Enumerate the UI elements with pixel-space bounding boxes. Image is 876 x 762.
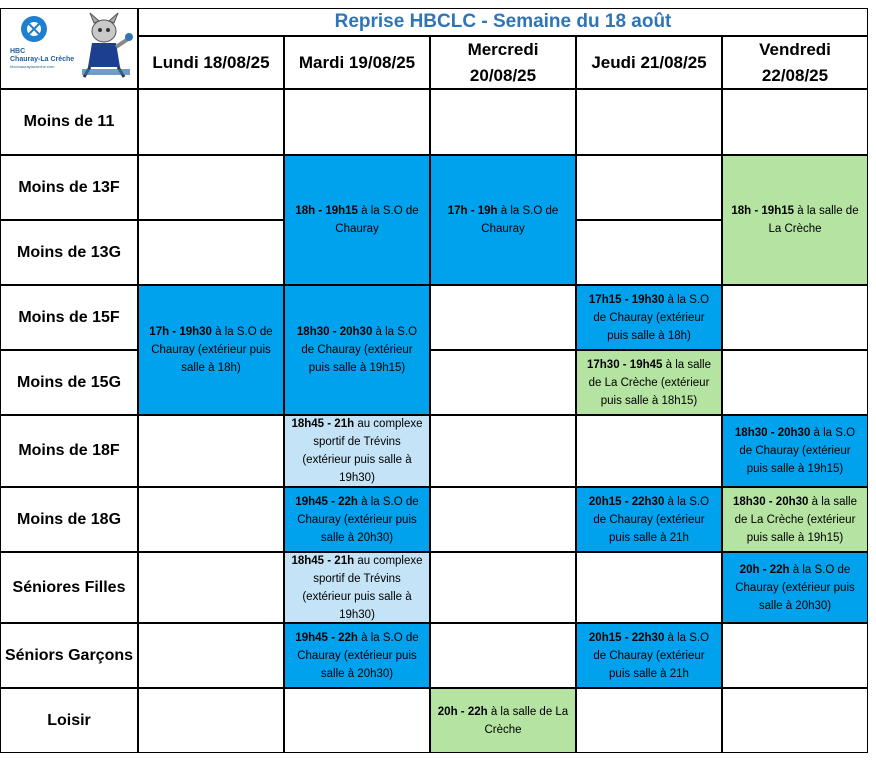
slot-time: 18h45 - 21h: [291, 418, 355, 430]
slot-time: 18h30 - 20h30: [734, 427, 811, 439]
empty-cell: [138, 220, 284, 285]
empty-cell: [138, 487, 284, 552]
slot-location: à la S.O de Chauray (extérieur puis salle à 20h30): [297, 631, 419, 680]
empty-cell: [138, 623, 284, 688]
slot-time: 18h - 19h15: [295, 205, 358, 217]
category-4: Moins de 15G: [0, 350, 138, 415]
slot-text: [728, 561, 862, 615]
empty-cell: [138, 552, 284, 623]
slot-text: [290, 493, 424, 547]
empty-cell: [138, 688, 284, 753]
day-header-3: Jeudi 21/08/25: [576, 36, 722, 89]
logo-url: hbcchauraylacreche.com: [10, 64, 55, 69]
slot-location: à la S.O de Chauray (extérieur puis salle à 20h30): [735, 563, 855, 612]
training-slot: [284, 487, 430, 552]
category-2: Moins de 13G: [0, 220, 138, 285]
logo-club-line1: HBC: [10, 48, 26, 55]
slot-time: 17h15 - 19h30: [588, 293, 665, 306]
slot-text: [290, 415, 424, 487]
slot-time: 19h45 - 22h: [295, 495, 358, 508]
slot-location: à la S.O de Chauray (extérieur puis salle à 18h): [593, 293, 710, 342]
empty-cell: [430, 415, 576, 487]
category-9: Loisir: [0, 688, 138, 753]
slot-location: à la salle de La Crèche: [484, 705, 569, 736]
slot-time: 19h45 - 22h: [295, 631, 358, 644]
empty-cell: [576, 552, 722, 623]
day-header-1: Mardi 19/08/25: [284, 36, 430, 89]
slot-time: 17h - 19h30: [149, 326, 212, 338]
empty-cell: [138, 415, 284, 487]
training-slot: [430, 155, 576, 285]
empty-cell: [284, 89, 430, 155]
empty-cell: [722, 89, 868, 155]
training-slot: [284, 155, 430, 285]
empty-cell: [430, 487, 576, 552]
training-slot: [576, 350, 722, 415]
slot-text: [728, 493, 862, 547]
empty-cell: [722, 285, 868, 350]
slot-location: à la S.O de Chauray (extérieur puis salle à 20h30): [297, 495, 419, 544]
page-title: Reprise HBCLC - Semaine du 18 août: [138, 8, 868, 36]
slot-text: [582, 629, 716, 683]
empty-cell: [430, 623, 576, 688]
slot-location: à la salle de La Crèche (extérieur puis salle à 19h15): [734, 495, 858, 544]
training-slot: [722, 415, 868, 487]
category-7: Séniores Filles: [0, 552, 138, 623]
slot-location: au complexe sportif de Trévins (extérieur puis salle à 19h30): [302, 554, 423, 621]
slot-time: 20h - 22h: [739, 563, 790, 576]
slot-time: 17h - 19h: [447, 205, 498, 217]
category-1: Moins de 13F: [0, 155, 138, 220]
slot-location: à la S.O de Chauray (extérieur puis salle à 19h15): [739, 427, 856, 475]
empty-cell: [576, 688, 722, 753]
slot-text: [436, 703, 570, 739]
training-slot: [722, 552, 868, 623]
slot-text: [582, 493, 716, 547]
empty-cell: [722, 623, 868, 688]
training-slot: [722, 487, 868, 552]
slot-location: à la S.O de Chauray: [481, 205, 559, 235]
day-header-0: Lundi 18/08/25: [138, 36, 284, 89]
slot-time: 18h45 - 21h: [291, 554, 355, 567]
slot-location: à la salle de La Crèche (extérieur puis salle à 18h15): [588, 358, 712, 407]
slot-text: [582, 356, 716, 410]
slot-location: au complexe sportif de Trévins (extérieur puis salle à 19h30): [302, 418, 423, 484]
training-slot: [576, 285, 722, 350]
slot-text: [290, 323, 424, 377]
day-header-4: Vendredi 22/08/25: [722, 36, 868, 89]
training-slot: [284, 285, 430, 415]
slot-location: à la S.O de Chauray (extérieur puis salle à 18h): [151, 326, 273, 374]
logo-club-line2: Chauray-La Crèche: [10, 56, 75, 63]
training-slot: [284, 552, 430, 623]
training-slot: [722, 155, 868, 285]
slot-text: [290, 629, 424, 683]
training-slot: [430, 688, 576, 753]
empty-cell: [576, 220, 722, 285]
training-slot: [576, 487, 722, 552]
empty-cell: [138, 89, 284, 155]
slot-text: [728, 424, 862, 478]
empty-cell: [284, 688, 430, 753]
category-0: Moins de 11: [0, 89, 138, 155]
slot-location: à la salle de La Crèche: [768, 205, 859, 235]
slot-time: 17h30 - 19h45: [586, 358, 663, 371]
slot-location: à la S.O de Chauray: [335, 205, 419, 235]
slot-time: 18h30 - 20h30: [732, 495, 809, 508]
empty-cell: [430, 285, 576, 350]
slot-time: 20h15 - 22h30: [588, 631, 665, 644]
slot-text: [728, 202, 862, 238]
category-6: Moins de 18G: [0, 487, 138, 552]
slot-time: 18h30 - 20h30: [296, 326, 373, 338]
slot-location: à la S.O de Chauray (extérieur puis salle à 21h: [593, 631, 710, 680]
empty-cell: [430, 89, 576, 155]
category-8: Séniors Garçons: [0, 623, 138, 688]
logo-cell: [0, 8, 138, 89]
category-5: Moins de 18F: [0, 415, 138, 487]
slot-time: 20h15 - 22h30: [588, 495, 665, 508]
empty-cell: [722, 350, 868, 415]
empty-cell: [138, 155, 284, 220]
slot-location: à la S.O de Chauray (extérieur puis salle à 21h: [593, 495, 710, 544]
empty-cell: [576, 155, 722, 220]
empty-cell: [576, 89, 722, 155]
day-header-2: Mercredi 20/08/25: [430, 36, 576, 89]
slot-text: [144, 323, 278, 377]
training-slot: [284, 623, 430, 688]
slot-text: [436, 202, 570, 238]
slot-text: [290, 202, 424, 238]
empty-cell: [430, 552, 576, 623]
slot-text: [290, 552, 424, 623]
training-slot: [576, 623, 722, 688]
training-slot: [138, 285, 284, 415]
slot-location: à la S.O de Chauray (extérieur puis salle à 19h15): [301, 326, 418, 374]
category-3: Moins de 15F: [0, 285, 138, 350]
empty-cell: [722, 688, 868, 753]
slot-time: 20h - 22h: [437, 705, 488, 718]
empty-cell: [576, 415, 722, 487]
training-slot: [284, 415, 430, 487]
empty-cell: [430, 350, 576, 415]
slot-text: [582, 291, 716, 345]
slot-time: 18h - 19h15: [731, 205, 795, 217]
